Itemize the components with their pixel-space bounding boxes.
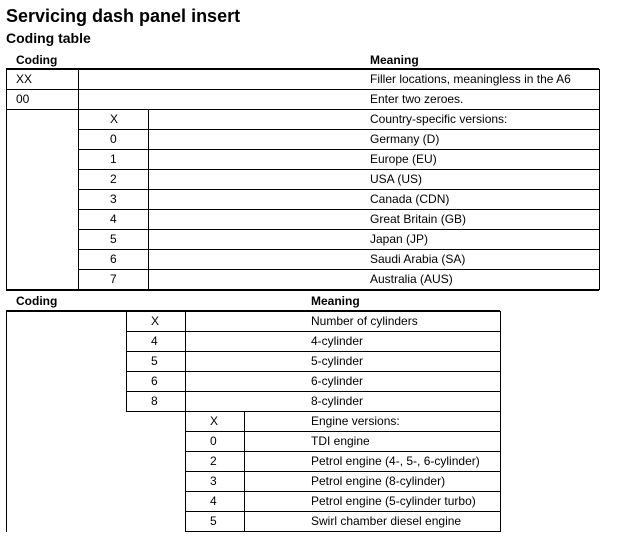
table1-sub-meaning-cell: Great Britain (GB) xyxy=(370,212,467,226)
table2-cyl-code-cell: 8 xyxy=(151,394,158,408)
table2-column-divider xyxy=(126,311,127,412)
table1-column-divider xyxy=(78,69,79,290)
table2-cyl-code-cell: 4 xyxy=(151,334,158,348)
table1-code-cell: 00 xyxy=(16,92,30,106)
table1-sub-code-cell: 7 xyxy=(110,272,117,286)
table1-row-divider xyxy=(78,149,599,150)
table2-cyl-meaning-cell: 6-cylinder xyxy=(311,374,364,388)
table2-cyl-meaning-cell: 8-cylinder xyxy=(311,394,364,408)
table1-sub-meaning-cell: Australia (AUS) xyxy=(370,272,453,286)
table2-column-divider xyxy=(244,411,245,532)
table1-sub-meaning-cell: Saudi Arabia (SA) xyxy=(370,252,466,266)
page-title: Servicing dash panel insert xyxy=(6,6,241,26)
table1-bottom-rule xyxy=(6,289,599,291)
table2-eng-code-cell: 5 xyxy=(210,514,217,528)
table1-sub-code-cell: 3 xyxy=(110,192,117,206)
table2-header-rule xyxy=(6,310,500,312)
table1-row-divider xyxy=(6,109,599,110)
table1-row-divider xyxy=(6,89,599,90)
table2-eng-meaning-cell: Petrol engine (8-cylinder) xyxy=(311,474,446,488)
table2-eng-meaning-cell: Swirl chamber diesel engine xyxy=(311,514,462,528)
table1-row-divider xyxy=(78,249,599,250)
table1-row-divider xyxy=(78,269,599,270)
table1-sub-code-cell: 4 xyxy=(110,212,117,226)
table1-left-border xyxy=(6,69,7,290)
table1-sub-code-cell: 1 xyxy=(110,152,117,166)
table1-sub-meaning-cell: Country-specific versions: xyxy=(370,112,508,126)
table1-right-border xyxy=(599,69,600,290)
table1-sub-meaning-cell: Germany (D) xyxy=(370,132,440,146)
table2-column-divider xyxy=(185,311,186,532)
table1-row-divider xyxy=(78,189,599,190)
table2-cyl-code-cell: X xyxy=(151,314,160,328)
table2-eng-code-cell: 4 xyxy=(210,494,217,508)
table1-code-cell: XX xyxy=(16,72,33,86)
table1-row-divider xyxy=(78,209,599,210)
table1-sub-meaning-cell: USA (US) xyxy=(370,172,423,186)
table2-header-meaning: Meaning xyxy=(311,294,360,308)
table2-cyl-meaning-cell: 5-cylinder xyxy=(311,354,364,368)
table2-cyl-meaning-cell: Number of cylinders xyxy=(311,314,418,328)
table1-header-coding: Coding xyxy=(16,53,58,67)
table2-cyl-meaning-cell: 4-cylinder xyxy=(311,334,364,348)
table2-cyl-code-cell: 5 xyxy=(151,354,158,368)
table2-eng-code-cell: X xyxy=(210,414,219,428)
table1-row-divider xyxy=(78,129,599,130)
table1-sub-code-cell: 5 xyxy=(110,232,117,246)
table2-eng-meaning-cell: Petrol engine (5-cylinder turbo) xyxy=(311,494,476,508)
table2-eng-meaning-cell: Engine versions: xyxy=(311,414,400,428)
table1-sub-meaning-cell: Canada (CDN) xyxy=(370,192,450,206)
table1-header-meaning: Meaning xyxy=(370,53,419,67)
table1-sub-code-cell: X xyxy=(110,112,119,126)
table1-sub-meaning-cell: Europe (EU) xyxy=(370,152,437,166)
table2-eng-code-cell: 2 xyxy=(210,454,217,468)
table2-eng-meaning-cell: Petrol engine (4-, 5-, 6-cylinder) xyxy=(311,454,480,468)
table1-row-divider xyxy=(78,229,599,230)
table2-left-border xyxy=(6,311,7,532)
table1-meaning-cell: Filler locations, meaningless in the A6 xyxy=(370,72,571,86)
table1-sub-meaning-cell: Japan (JP) xyxy=(370,232,429,246)
page-subtitle: Coding table xyxy=(6,30,91,46)
table2-eng-code-cell: 3 xyxy=(210,474,217,488)
table1-sub-code-cell: 0 xyxy=(110,132,117,146)
table2-eng-meaning-cell: TDI engine xyxy=(311,434,370,448)
table2-right-border xyxy=(500,311,501,532)
table1-row-divider xyxy=(78,169,599,170)
table2-eng-code-cell: 0 xyxy=(210,434,217,448)
table1-column-divider xyxy=(148,109,149,290)
table1-sub-code-cell: 2 xyxy=(110,172,117,186)
table2-cyl-code-cell: 6 xyxy=(151,374,158,388)
table1-sub-code-cell: 6 xyxy=(110,252,117,266)
table2-bottom-rule xyxy=(185,531,500,532)
table2-header-coding: Coding xyxy=(16,294,58,308)
table1-meaning-cell: Enter two zeroes. xyxy=(370,92,464,106)
